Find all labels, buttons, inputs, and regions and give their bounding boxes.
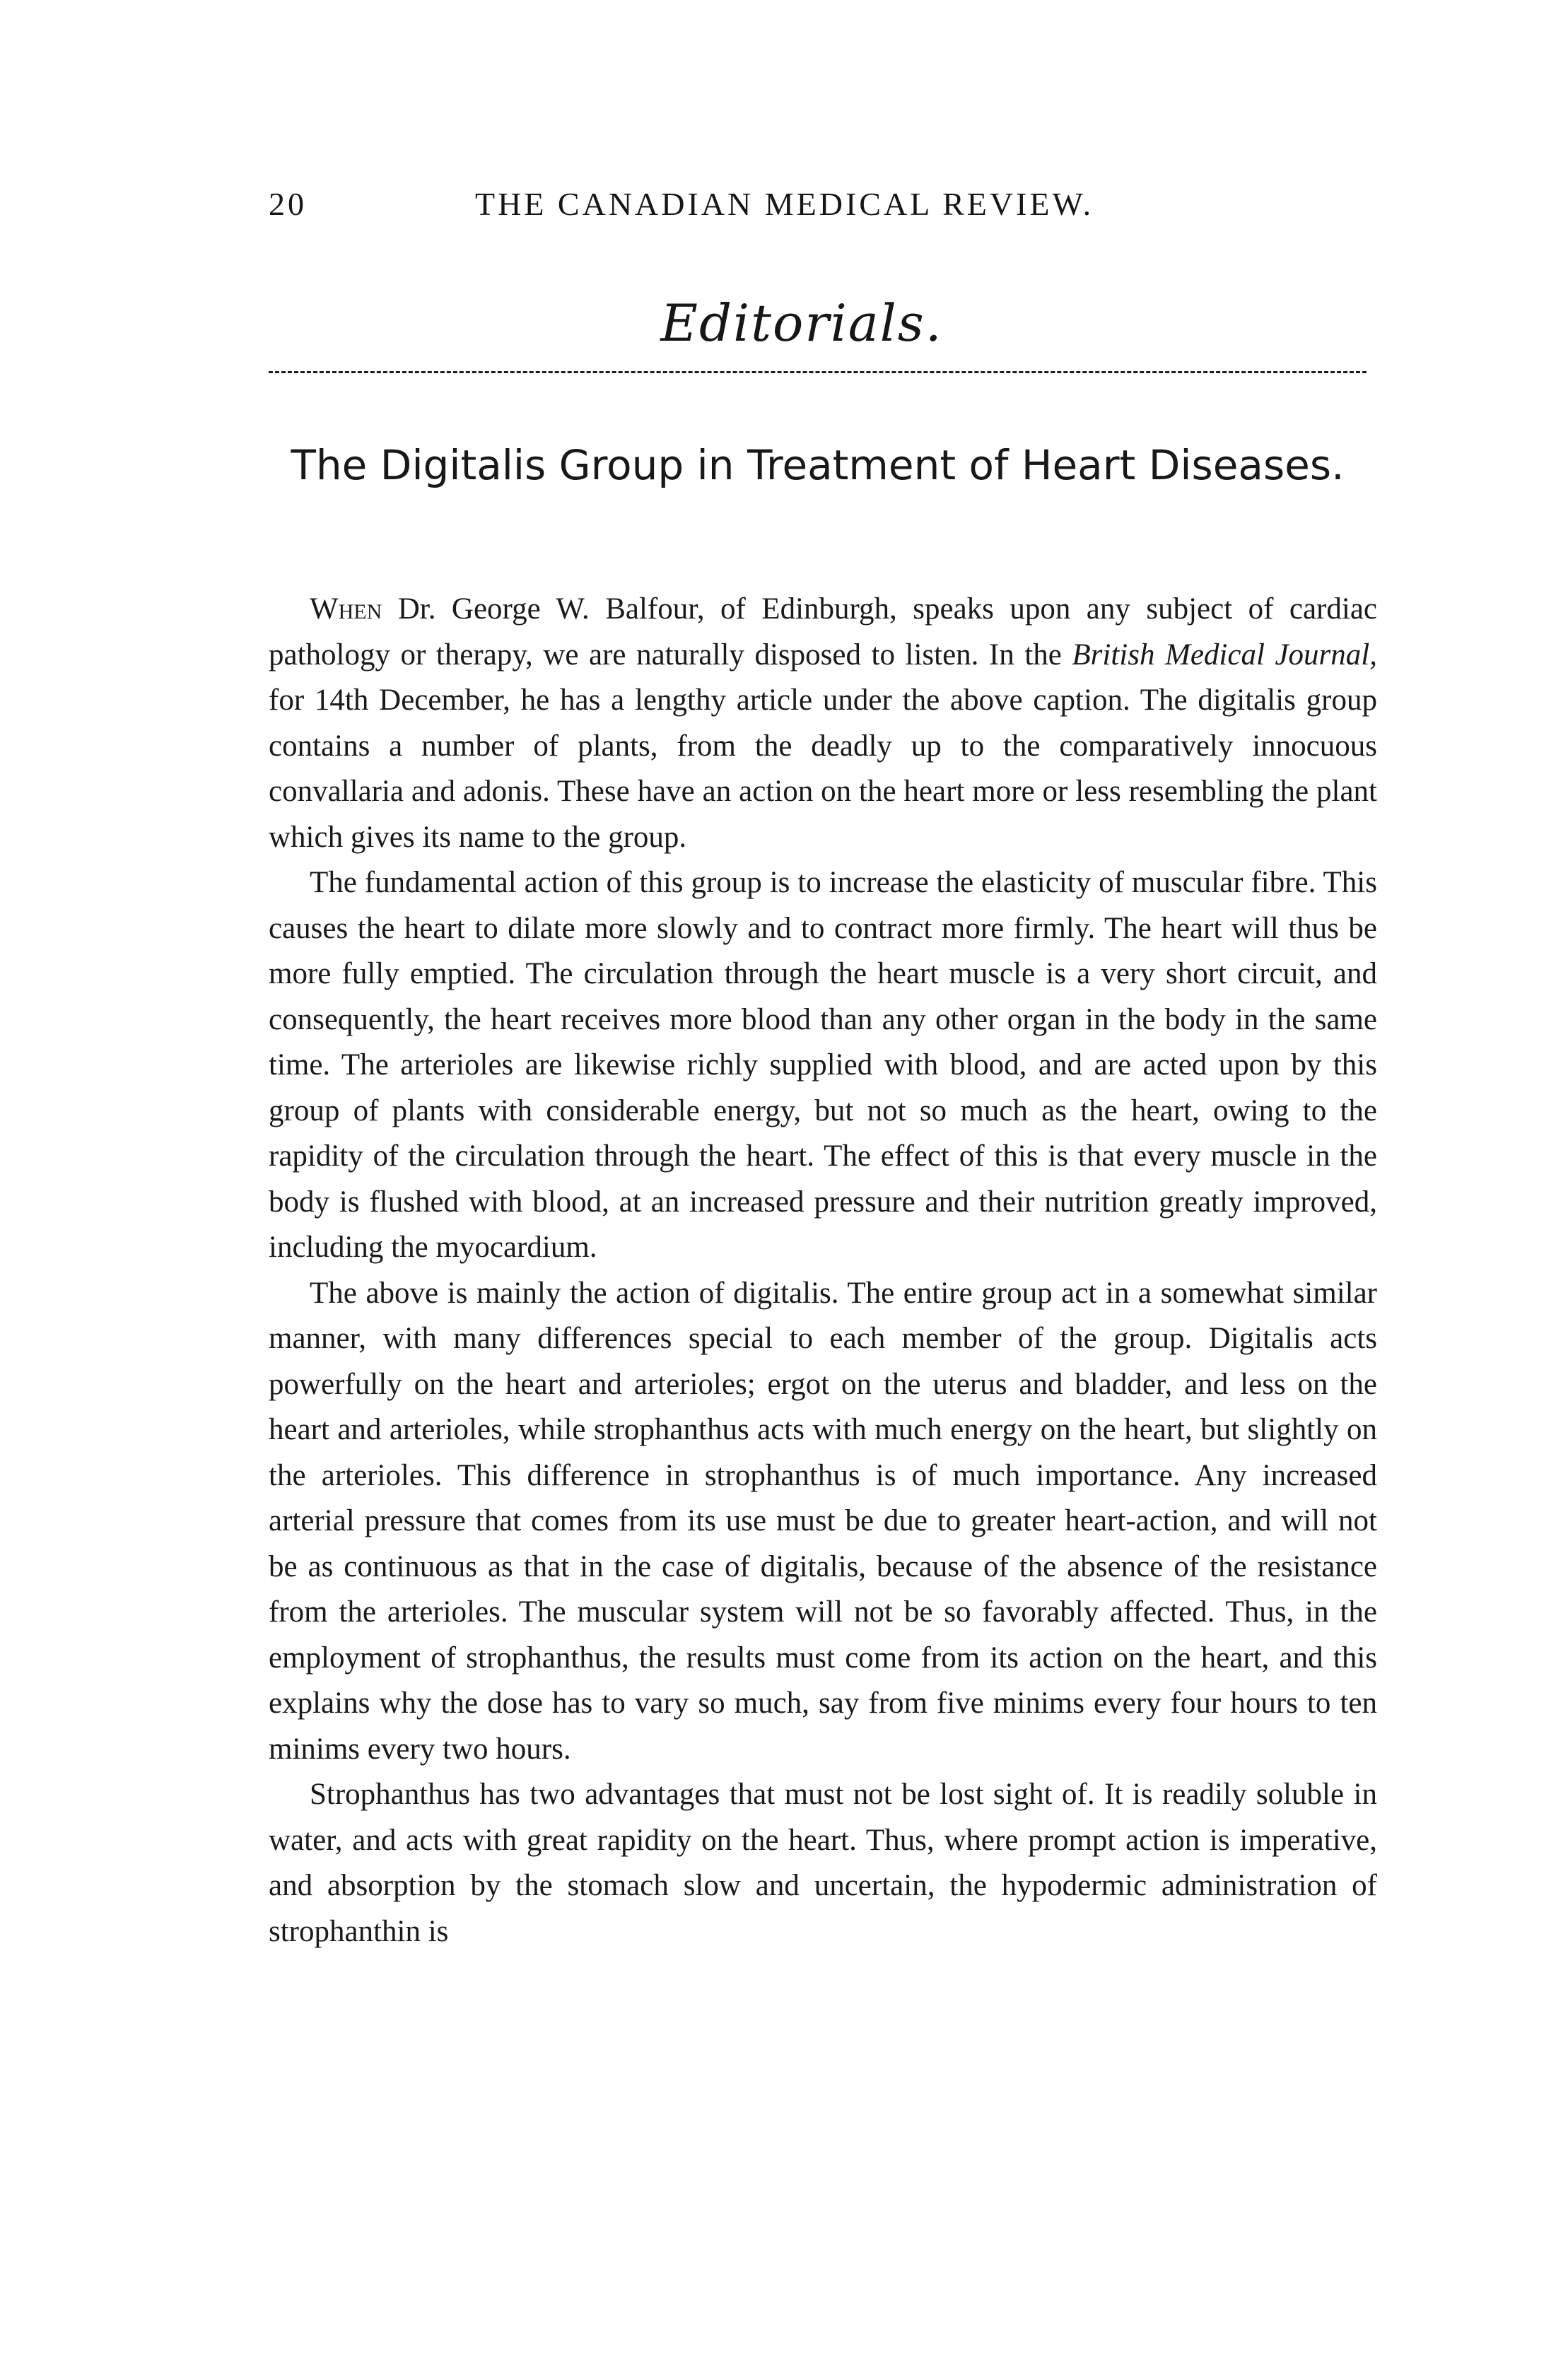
- section-heading: Editorials.: [660, 293, 943, 353]
- paragraph-lead: When: [310, 592, 382, 626]
- article-body: [269, 587, 1377, 1954]
- heading-rule: [269, 371, 1367, 373]
- paragraph-text: for 14th December, he has a lengthy article under the above caption. The digitalis group contains a number of plants, from the deadly up to the comparatively innocuous convallaria and adonis. These have an action on the heart more or less resembling the plant which gives its name to the group.: [269, 684, 1377, 854]
- running-head: [269, 185, 1335, 235]
- paragraph-3: The above is mainly the action of digitalis. The entire group act in a somewhat similar manner, with many differences special to each member of the group. Digitalis acts powerfully on the heart and arterioles; ergot on the uterus and bladder, and less on the heart and arterioles, while strophanthus acts with much energy on the heart, but slightly on the arterioles. This difference in strophanthus is of much importance. Any increased arterial pressure that comes from its use must be due to greater heart-action, and will not be as continuous as that in the case of digitalis, because of the absence of the resistance from the arterioles. The muscular system will not be so favorably affected. Thus, in the employment of strophanthus, the results must come from its action on the heart, and this explains why the dose has to vary so much, say from five minims every four hours to ten minims every two hours.: [269, 1276, 1377, 1766]
- paragraph-1: [269, 587, 1377, 860]
- journal-citation: British Medical Journal,: [1072, 638, 1377, 672]
- journal-title: THE CANADIAN MEDICAL REVIEW.: [475, 186, 1094, 222]
- paragraph-2: The fundamental action of this group is to increase the elasticity of muscular fibre. This causes the heart to dilate more slowly and to contract more firmly. The heart will thus be more fully emptied. The circulation through the heart muscle is a very short circuit, and consequently, the heart receives more blood than any other organ in the body in the same time. The arterioles are likewise richly supplied with blood, and are acted upon by this group of plants with considerable energy, but not so much as the heart, owing to the rapidity of the circulation through the heart. The effect of this is that every muscle in the body is flushed with blood, at an increased pressure and their nutrition greatly improved, including the myocardium.: [269, 866, 1377, 1264]
- article-title: The Digitalis Group in Treatment of Heart Diseases.: [291, 441, 1345, 489]
- page-number: 20: [269, 186, 307, 222]
- paragraph-4: Strophanthus has two advantages that must not be lost sight of. It is readily soluble in water, and acts with great rapidity on the heart. Thus, where prompt action is imperative, and absorption by the stomach slow and uncertain, the hypodermic administration of strophanthin is: [269, 1778, 1377, 1948]
- paragraph-text: Dr. George W. Balfour, of Edinburgh, speaks upon any subject of cardiac pathology or therapy, we are naturally disposed to listen. In the: [269, 592, 1377, 672]
